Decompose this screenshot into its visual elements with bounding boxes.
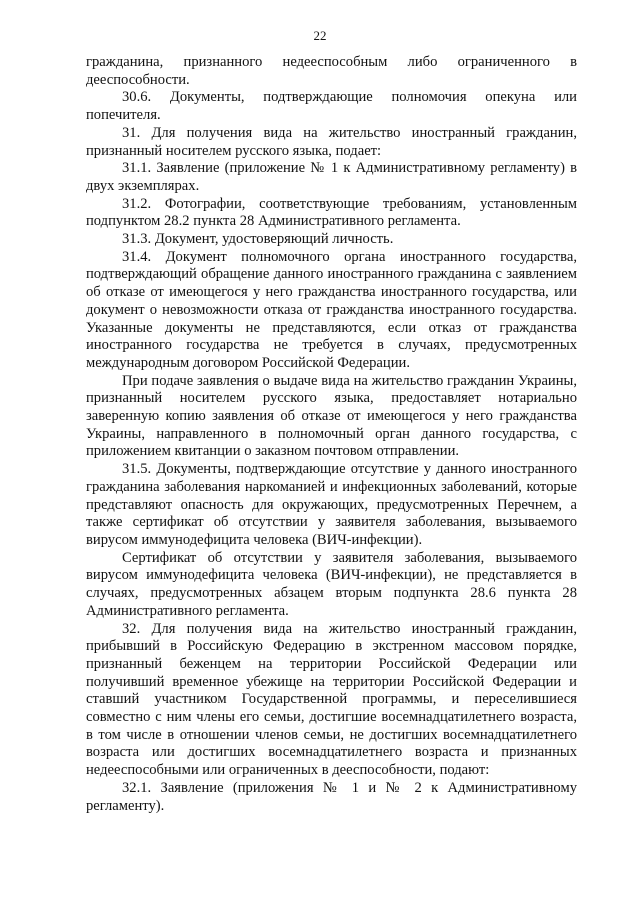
- paragraph-30-6: 30.6. Документы, подтверждающие полномочия опекуна или попечителя.: [86, 89, 577, 124]
- paragraph-31-5: 31.5. Документы, подтверждающие отсутствие у данного иностранного гражданина заболевания наркоманией и инфекционных заболеваний, которые представляют опасность для окружающих, предусмотренных Перечнем, а также сертификат об отсутствии у заявителя заболевания, вызываемого вирусом иммунодефицита человека (ВИЧ-инфекции).: [86, 461, 577, 548]
- paragraph-hiv-certificate: Сертификат об отсутствии у заявителя заболевания, вызываемого вирусом иммунодефицита человека (ВИЧ-инфекции), не представляется в случаях, предусмотренных абзацем вторым подпункта 28.6 пункта 28 Административного регламента.: [86, 549, 577, 619]
- paragraph-31-4: 31.4. Документ полномочного органа иностранного государства, подтверждающий обращение данного иностранного гражданина с заявлением об отказе от имеющегося у него гражданства иностранного государства, или документ о невозможности отказа от гражданства иностранного государства. Указанные документы не представляются, если отказ от гражданства иностранного государства не требуется в случаях, предусмотренных международным договором Российской Федерации.: [86, 248, 577, 371]
- page-number: 22: [313, 28, 327, 43]
- paragraph-31-2: 31.2. Фотографии, соответствующие требованиям, установленным подпунктом 28.2 пункта 28 Административного регламента.: [86, 195, 577, 230]
- paragraph-31: 31. Для получения вида на жительство иностранный гражданин, признанный носителем русского языка, подает:: [86, 124, 577, 159]
- paragraph-32-1: 32.1. Заявление (приложения № 1 и № 2 к Административному регламенту).: [86, 779, 577, 814]
- paragraph-ukraine: При подаче заявления о выдаче вида на жительство гражданин Украины, признанный носителем русского языка, предоставляет нотариально заверенную копию заявления об отказе от имеющегося у него гражданства Украины, направленного в полномочный орган данного государства, с приложением квитанции о заказном почтовом отправлении.: [86, 372, 577, 460]
- document-body: [86, 54, 577, 815]
- paragraph-32: 32. Для получения вида на жительство иностранный гражданин, прибывший в Российскую Федерацию в экстренном массовом порядке, признанный беженцем на территории Российской Федерации или получивший временное убежище на территории Российской Федерации и ставший участником Государственной программы, и переселившиеся совместно с ним члены его семьи, достигшие восемнадцатилетнего возраста, в том числе в отношении членов семьи, не достигших восемнадцатилетнего возраста или достигших восемнадцатилетнего возраста и признанных недееспособными или ограниченных в дееспособности, подают:: [86, 620, 577, 779]
- paragraph-31-3: 31.3. Документ, удостоверяющий личность.: [122, 231, 394, 248]
- paragraph-continuation: гражданина, признанного недееспособным либо ограниченного в дееспособности.: [86, 54, 577, 88]
- paragraph-31-1: 31.1. Заявление (приложение № 1 к Административному регламенту) в двух экземплярах.: [86, 160, 577, 194]
